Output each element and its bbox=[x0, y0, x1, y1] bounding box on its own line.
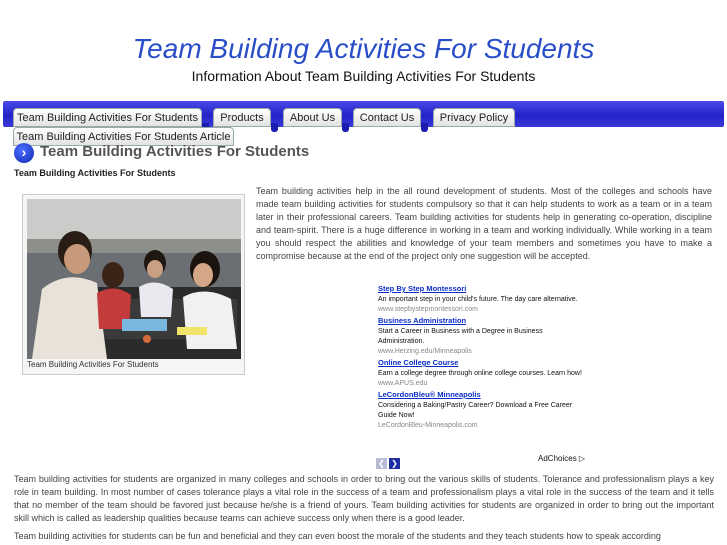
ad-url[interactable]: www.stepbystepmontessori.com bbox=[378, 306, 478, 313]
ad-title-link[interactable]: Online College Course bbox=[378, 358, 459, 367]
ad-url[interactable]: www.Herzing.edu/Minneapolis bbox=[378, 348, 472, 355]
adchoices-label: AdChoices bbox=[538, 454, 577, 463]
ad-description: Start a Career in Business with a Degree in Business Administration. bbox=[378, 328, 543, 345]
sub-heading: Team Building Activities For Students bbox=[14, 168, 176, 178]
adchoices-link[interactable] bbox=[538, 454, 585, 463]
ad-prev-button[interactable]: ❮ bbox=[376, 458, 387, 469]
tab-privacy-policy[interactable] bbox=[433, 108, 515, 127]
tab-label: Products bbox=[220, 112, 264, 124]
ad-description: Considering a Baking/Pastry Career? Download a Free Career Guide Now! bbox=[378, 402, 573, 419]
ad-description: An important step in your child's future. The day care alternative. bbox=[378, 296, 578, 303]
ad-pager bbox=[376, 453, 402, 471]
ad-description: Earn a college degree through online college courses. Learn how! bbox=[378, 370, 582, 377]
ad-item bbox=[378, 284, 588, 313]
students-photo bbox=[27, 199, 241, 359]
ad-item bbox=[378, 316, 588, 355]
ad-title-link[interactable]: Business Administration bbox=[378, 316, 467, 325]
tab-label: Privacy Policy bbox=[439, 112, 509, 124]
body-paragraph: Team building activities for students are organized in many colleges and schools in order to bring out the various skills of students. Tolerance and professionalism plays a key role in team building. In most number of cases tolerance plays a vital role in the success of a team and professionalism plays a vital role in the success of the team and it tells that no member of the team should be favored just because he/she is a friend of yours. Team building activities for students are organized in order to bring out the important skill which is called as leadership qualities because teams can achieve success only when there is a good leader. bbox=[14, 474, 714, 523]
tab-contact-us[interactable] bbox=[353, 108, 421, 127]
intro-paragraph: Team building activities help in the all round development of students. Most of the colleges and schools have made team building activities for students compulsory so that it can help students to work as a team or in a team later in their professional careers. Team building activities for students help in generating co-operation, discipline and team-spirit. There is a huge difference in working in a team and working individually. While working in a team you should respect the abilities and knowledge of your team members and sometimes you have to make a compromise because at the end of the project only one suggestion will be accepted. bbox=[256, 186, 712, 261]
photo-frame bbox=[22, 194, 245, 375]
tab-products[interactable] bbox=[213, 108, 271, 127]
tab-home[interactable] bbox=[13, 108, 202, 127]
tab-marker bbox=[271, 123, 278, 132]
tab-label: About Us bbox=[289, 112, 336, 124]
body-paragraph: Team building activities for students can be fun and beneficial and they can even boost the morale of the students and they teach students how to speak according bbox=[14, 531, 661, 541]
adchoices-icon: ▷ bbox=[578, 454, 586, 463]
tab-label: Team Building Activities For Students Article bbox=[16, 131, 231, 143]
photo-caption: Team Building Activities For Students bbox=[27, 360, 159, 369]
students-photo-illustration bbox=[27, 199, 241, 359]
tab-marker bbox=[342, 123, 349, 132]
tab-marker bbox=[421, 123, 428, 132]
page-heading: Team Building Activities For Students bbox=[40, 143, 310, 160]
ad-url[interactable]: LeCordonBleu-Minneapolis.com bbox=[378, 422, 478, 429]
ad-next-button[interactable]: ❯ bbox=[389, 458, 400, 469]
site-tagline: Information About Team Building Activities For Students bbox=[191, 68, 536, 84]
ad-item bbox=[378, 390, 588, 429]
ad-url[interactable]: www.APUS.edu bbox=[378, 380, 428, 387]
site-title[interactable]: Team Building Activities For Students bbox=[132, 33, 595, 64]
tab-label: Team Building Activities For Students bbox=[17, 112, 198, 124]
tab-about-us[interactable] bbox=[283, 108, 342, 127]
ad-title-link[interactable]: LeCordonBleu® Minneapolis bbox=[378, 390, 481, 399]
ad-block bbox=[378, 284, 588, 432]
ad-title-link[interactable]: Step By Step Montessori bbox=[378, 284, 467, 293]
ad-item bbox=[378, 358, 588, 387]
arrow-right-icon: › bbox=[14, 143, 34, 163]
tab-label: Contact Us bbox=[359, 112, 415, 124]
